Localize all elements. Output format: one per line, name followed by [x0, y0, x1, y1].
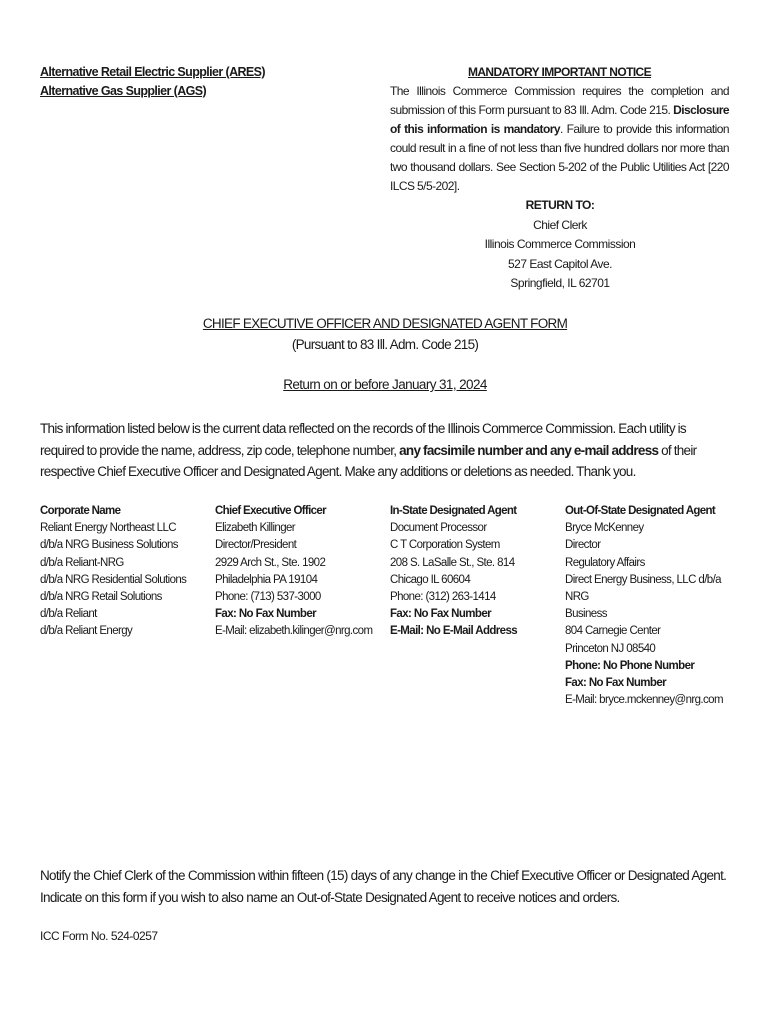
notify-line-2: Indicate on this form if you wish to also name an Out-of-State Designated Agent to receive notices and orders.	[40, 889, 620, 905]
outstate-agent-phone: Phone: No Phone Number	[565, 659, 695, 672]
ceo-title: Director/President	[215, 539, 297, 552]
notice-body	[390, 82, 729, 196]
instate-agent-phone: Phone: (312) 263-1414	[390, 591, 496, 604]
instate-agent-name: Document Processor	[390, 522, 487, 535]
notice-title: MANDATORY IMPORTANT NOTICE	[467, 65, 652, 79]
outstate-agent-city: Princeton NJ 08540	[565, 642, 656, 655]
outstate-agent-company: Direct Energy Business, LLC d/b/a NRG	[565, 573, 721, 604]
return-street: 527 East Capitol Ave.	[507, 256, 613, 271]
return-name: Chief Clerk	[533, 217, 587, 232]
ceo-name: Elizabeth Killinger	[215, 522, 296, 535]
ceo-email: E-Mail: elizabeth.kilinger@nrg.com	[215, 625, 373, 638]
instate-agent-fax: Fax: No Fax Number	[390, 608, 492, 621]
ceo-fax: Fax: No Fax Number	[215, 608, 317, 621]
intro-paragraph	[40, 418, 730, 483]
form-pursuant: (Pursuant to 83 Ill. Adm. Code 215)	[291, 337, 479, 352]
ceo-phone: Phone: (713) 537-3000	[215, 591, 321, 604]
supplier-type-ags: Alternative Gas Supplier (AGS)	[40, 84, 207, 98]
return-org: Illinois Commerce Commission	[484, 237, 636, 251]
corporate-name-line: d/b/a Reliant Energy	[40, 625, 133, 638]
form-title: CHIEF EXECUTIVE OFFICER AND DESIGNATED AGENT FORM	[202, 316, 568, 331]
outstate-agent-column	[565, 503, 735, 707]
notice-text-bold: Disclosure of this information is mandatory	[390, 103, 729, 136]
outstate-agent-title: Director	[565, 539, 601, 552]
instate-agent-heading: In-State Designated Agent	[390, 505, 517, 517]
notify-line-1: Notify the Chief Clerk of the Commission within fifteen (15) days of any change in the Chief Executive Officer or Designated Agent.	[40, 868, 727, 883]
return-deadline: Return on or before January 31, 2024	[283, 377, 487, 392]
supplier-type-ares: Alternative Retail Electric Supplier (ARES)	[40, 65, 265, 79]
mandatory-notice	[390, 63, 729, 196]
ceo-street: 2929 Arch St., Ste. 1902	[215, 556, 326, 569]
instate-agent-column	[390, 503, 560, 641]
notify-instructions	[40, 865, 740, 908]
intro-text-bold: any facsimile number and any e-mail address	[399, 442, 659, 458]
outstate-agent-dept: Regulatory Affairs	[565, 556, 645, 569]
corporate-name-line: d/b/a Reliant-NRG	[40, 556, 124, 569]
outstate-agent-heading: Out-Of-State Designated Agent	[565, 505, 716, 517]
corporate-name-line: d/b/a NRG Retail Solutions	[40, 591, 162, 604]
ceo-heading: Chief Executive Officer	[215, 505, 326, 517]
notice-text-2: . Failure to provide this information could result in a fine of not less than five hundred dollars nor more than two thousand dollars. See Section 5-202 of the Public Utilities Act [220 ILCS 5/5-202].	[390, 122, 729, 193]
instate-agent-company: C T Corporation System	[390, 539, 500, 552]
form-number: ICC Form No. 524-0257	[40, 929, 158, 943]
corporate-name-column	[40, 503, 210, 641]
outstate-agent-name: Bryce McKenney	[565, 522, 644, 535]
ceo-column	[215, 503, 385, 641]
corporate-name-line: d/b/a NRG Residential Solutions	[40, 573, 187, 586]
instate-agent-street: 208 S. LaSalle St., Ste. 814	[390, 556, 515, 569]
ceo-city: Philadelphia PA 19104	[215, 573, 318, 586]
supplier-type-block	[40, 63, 265, 101]
notice-text-1: The Illinois Commerce Commission requires the completion and submission of this Form pursuant to 83 Ill. Adm. Code 215.	[390, 84, 729, 117]
outstate-agent-email: E-Mail: bryce.mckenney@nrg.com	[565, 694, 723, 707]
corporate-name-line: d/b/a NRG Business Solutions	[40, 539, 178, 552]
outstate-agent-company-cont: Business	[565, 608, 607, 621]
return-heading: RETURN TO:	[525, 198, 595, 212]
instate-agent-email: E-Mail: No E-Mail Address	[390, 625, 518, 638]
return-city: Springfield, IL 62701	[510, 276, 610, 290]
corporate-name-line: d/b/a Reliant	[40, 608, 97, 621]
outstate-agent-fax: Fax: No Fax Number	[565, 677, 667, 690]
corporate-name-line: Reliant Energy Northeast LLC	[40, 522, 176, 535]
outstate-agent-street: 804 Carnegie Center	[565, 625, 661, 638]
form-title-block	[0, 313, 770, 355]
intro-text-2: of their respective Chief Executive Officer and Designated Agent. Make any additions or deletions as needed. Thank you.	[40, 442, 697, 479]
corporate-name-heading: Corporate Name	[40, 505, 121, 517]
return-address	[390, 196, 730, 294]
instate-agent-city: Chicago IL 60604	[390, 573, 471, 586]
intro-text-1: This information listed below is the current data reflected on the records of the Illinois Commerce Commission. Each utility is required to provide the name, address, zip code, telephone number,	[40, 421, 686, 458]
